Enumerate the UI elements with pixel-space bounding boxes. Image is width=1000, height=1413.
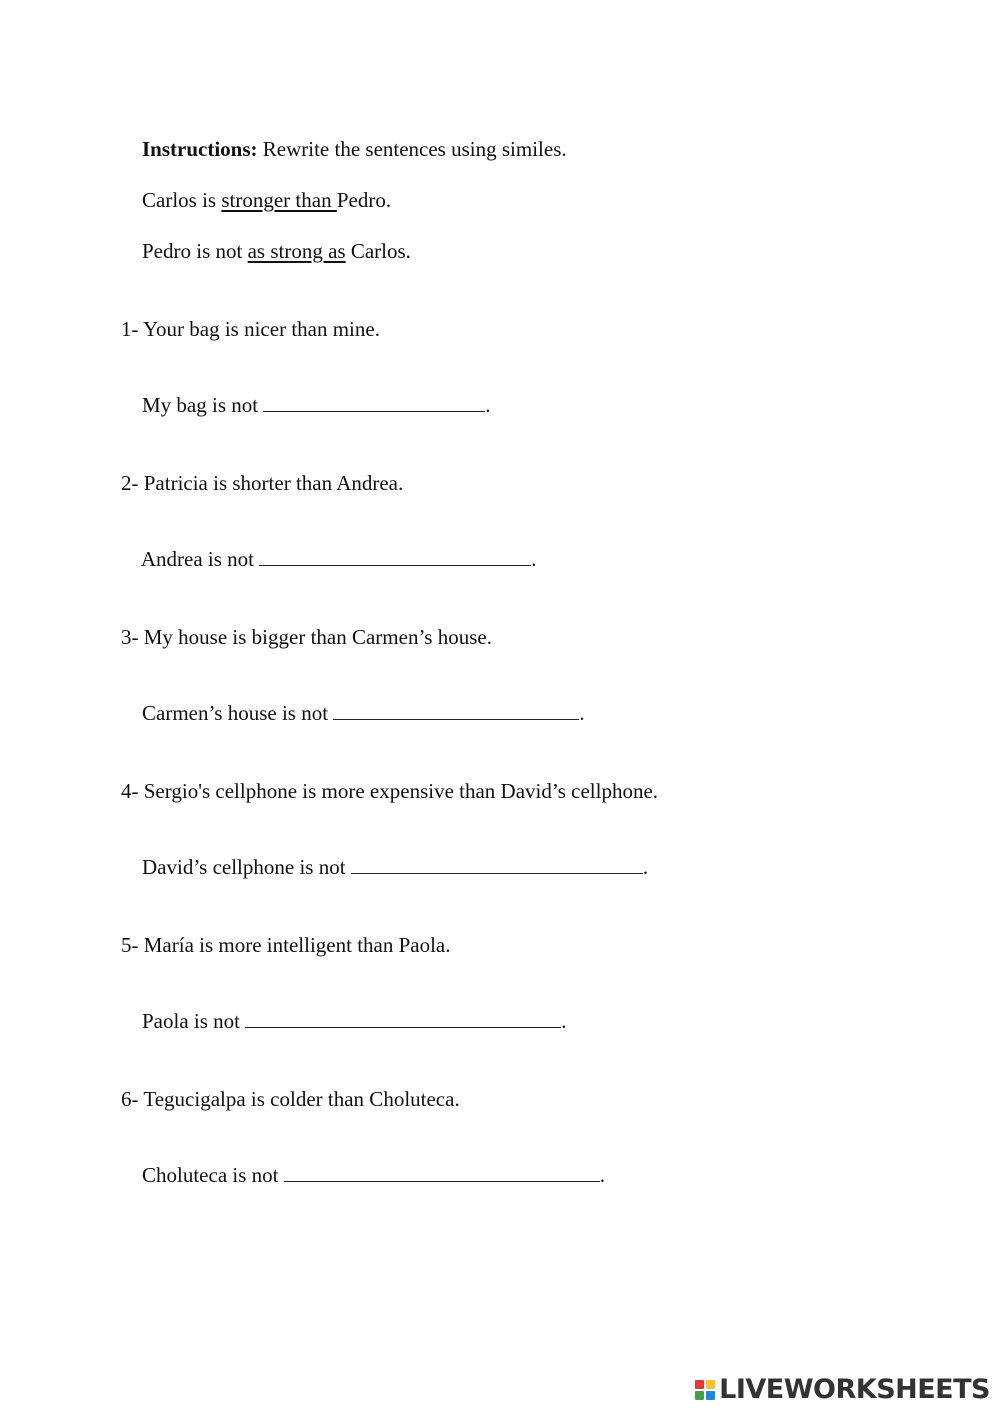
answer-text: My bag is not: [142, 393, 264, 417]
answer-text: Paola is not: [142, 1009, 246, 1033]
answer-blank-5[interactable]: [245, 1009, 561, 1028]
answer-blank-3[interactable]: [333, 701, 579, 720]
exercise-2-prompt: 2- Patricia is shorter than Andrea.: [121, 471, 404, 495]
answer-end: .: [485, 393, 491, 417]
exercise-2-answer: [121, 523, 537, 595]
liveworksheets-logo-icon: [695, 1380, 715, 1400]
logo-square-green: [695, 1391, 704, 1400]
answer-blank-4[interactable]: [351, 855, 643, 874]
logo-square-red: [695, 1380, 704, 1389]
answer-text: Andrea is not: [140, 547, 260, 571]
answer-end: .: [599, 1163, 605, 1187]
exercise-5-answer: [121, 985, 567, 1057]
instructions-text: Rewrite the sentences using similes.: [257, 137, 567, 161]
answer-blank-2[interactable]: [259, 547, 531, 566]
example-underlined: as strong as: [247, 239, 346, 263]
logo-square-yellow: [706, 1380, 715, 1389]
answer-end: .: [531, 547, 537, 571]
answer-blank-1[interactable]: [263, 393, 485, 412]
exercise-4-answer: [121, 831, 648, 903]
answer-blank-6[interactable]: [284, 1163, 600, 1182]
exercise-6-prompt: 6- Tegucigalpa is colder than Choluteca.: [121, 1087, 460, 1111]
liveworksheets-logo: [695, 1374, 990, 1405]
example-text: Pedro.: [336, 188, 392, 212]
exercise-3-prompt: 3- My house is bigger than Carmen’s house.: [121, 625, 492, 649]
answer-text: David’s cellphone is not: [142, 855, 351, 879]
example-text: Carlos is: [142, 188, 222, 212]
answer-text: Carmen’s house is not: [142, 701, 334, 725]
example-text: Pedro is not: [142, 239, 248, 263]
answer-end: .: [579, 701, 585, 725]
logo-square-blue: [706, 1391, 715, 1400]
example-text: Carlos.: [345, 239, 411, 263]
exercise-3-answer: [121, 677, 585, 749]
exercise-4-prompt: 4- Sergio's cellphone is more expensive than David’s cellphone.: [121, 779, 659, 803]
answer-end: .: [561, 1009, 567, 1033]
logo-text: LIVEWORKSHEETS: [719, 1374, 990, 1405]
example-underlined: stronger than: [221, 188, 337, 212]
exercise-1-answer: [121, 369, 491, 441]
exercise-6-answer: [121, 1139, 605, 1211]
instructions-label: Instructions:: [142, 137, 258, 161]
exercise-1-prompt: 1- Your bag is nicer than mine.: [121, 317, 380, 341]
answer-end: .: [642, 855, 649, 879]
answer-text: Choluteca is not: [142, 1163, 284, 1187]
exercise-5-prompt: 5- María is more intelligent than Paola.: [121, 933, 451, 957]
example-line-2: [121, 215, 411, 287]
